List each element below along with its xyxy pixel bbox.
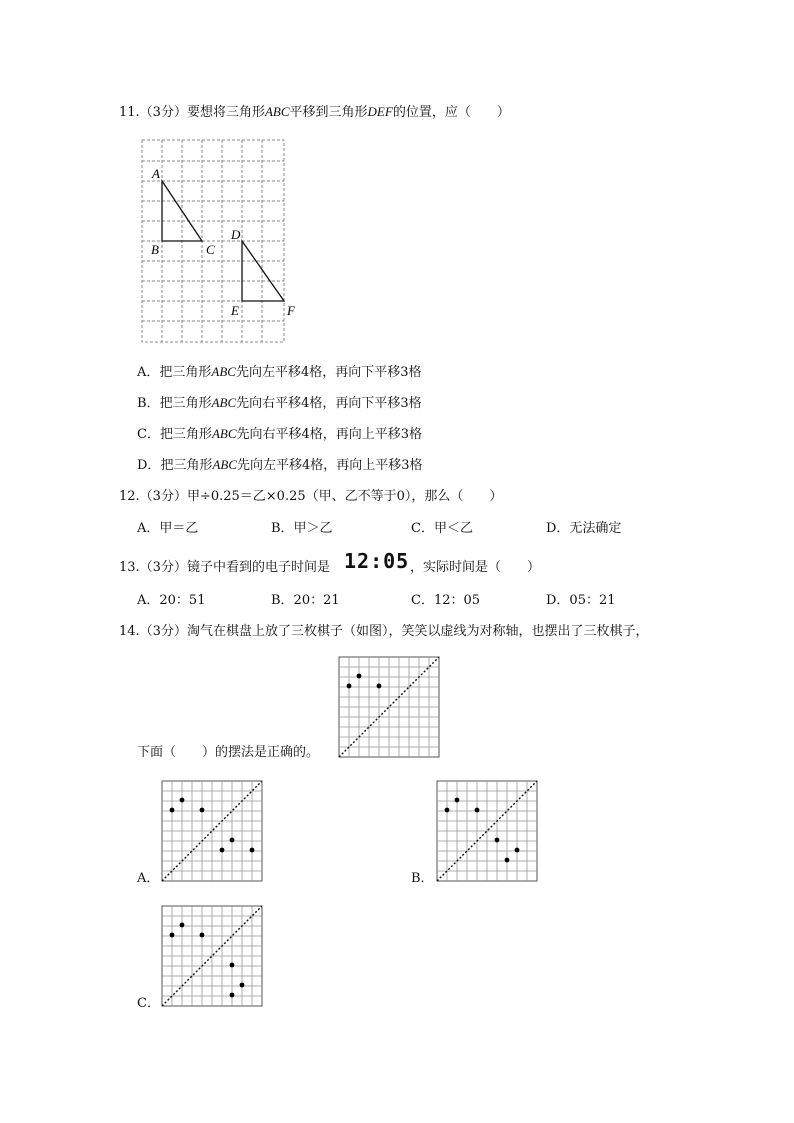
q11-option-a[interactable] xyxy=(137,364,422,381)
chess-piece xyxy=(455,798,460,803)
chess-piece xyxy=(240,983,245,988)
chess-piece xyxy=(170,933,175,938)
chess-piece xyxy=(230,993,235,998)
option-letter: C． xyxy=(137,427,160,442)
chess-piece xyxy=(170,808,175,813)
label-f: F xyxy=(287,303,295,318)
option-letter: D． xyxy=(137,458,161,473)
chess-piece xyxy=(180,923,185,928)
option-text: 先向右平移4格，再向上平移3格 xyxy=(236,427,423,442)
option-letter: A． xyxy=(137,365,160,380)
chess-piece xyxy=(200,933,205,938)
option-text: 先向右平移4格，再向下平移3格 xyxy=(236,396,422,411)
option-text: 把三角形 xyxy=(159,427,212,442)
chess-piece xyxy=(200,808,205,813)
label-c: C xyxy=(206,242,215,257)
option-abc: ABC xyxy=(211,426,237,441)
q14-option-b-label[interactable]: B． xyxy=(411,871,434,886)
chess-piece xyxy=(505,858,510,863)
q11-stem-suffix: 的位置，应（ ） xyxy=(392,105,510,120)
q11-def: DEF xyxy=(367,104,393,119)
q13-option-b[interactable]: B．20：21 xyxy=(271,593,340,608)
option-letter: B． xyxy=(137,396,160,411)
label-d: D xyxy=(231,227,241,242)
q13-stem-prefix: 13.（3分）镜子中看到的电子时间是 xyxy=(119,560,330,575)
q11-stem xyxy=(119,104,510,121)
option-abc: ABC xyxy=(211,395,237,410)
q11-abc: ABC xyxy=(264,104,290,119)
chess-piece xyxy=(377,684,382,689)
q12-option-c[interactable]: C．甲＜乙 xyxy=(411,521,473,536)
q11-option-b[interactable] xyxy=(137,395,422,412)
q13-option-d[interactable]: D．05：21 xyxy=(546,593,616,608)
label-a: A xyxy=(152,166,160,181)
q11-grid-figure xyxy=(135,132,295,352)
q14-option-c-label[interactable]: C． xyxy=(137,996,160,1011)
q14-stem: 14.（3分）淘气在棋盘上放了三枚棋子（如图），笑笑以虚线为对称轴，也摆出了三枚棋子， xyxy=(119,624,649,639)
q12-option-a[interactable]: A．甲＝乙 xyxy=(137,521,199,536)
chess-piece xyxy=(445,808,450,813)
option-text: 把三角形 xyxy=(159,365,212,380)
triangle-def xyxy=(242,241,284,301)
q14-stem-line2: 下面（ ）的摆法是正确的。 xyxy=(137,745,320,760)
option-text: 把三角形 xyxy=(159,396,212,411)
chess-piece xyxy=(230,838,235,843)
option-text: 先向左平移4格，再向上平移3格 xyxy=(237,458,423,473)
option-text: 先向左平移4格，再向下平移3格 xyxy=(235,365,422,380)
chess-piece xyxy=(230,963,235,968)
q14-option-b-board[interactable] xyxy=(437,781,537,881)
q14-option-a-board[interactable] xyxy=(162,781,262,881)
option-abc: ABC xyxy=(211,364,236,379)
q13-digital-clock: 12:05 xyxy=(344,549,410,573)
q12-option-d[interactable]: D．无法确定 xyxy=(546,521,622,536)
label-e: E xyxy=(231,303,239,318)
q11-option-d[interactable] xyxy=(137,457,423,474)
q11-option-c[interactable] xyxy=(137,426,422,443)
option-text: 把三角形 xyxy=(160,458,213,473)
q14-reference-board xyxy=(339,657,439,757)
chess-piece xyxy=(495,838,500,843)
chess-piece xyxy=(357,674,362,679)
chess-piece xyxy=(250,848,255,853)
q14-option-a-label[interactable]: A． xyxy=(137,871,160,886)
chess-piece xyxy=(347,684,352,689)
option-abc: ABC xyxy=(212,457,238,472)
chess-piece xyxy=(475,808,480,813)
q13-option-a[interactable]: A．20：51 xyxy=(137,593,206,608)
q12-option-b[interactable]: B．甲＞乙 xyxy=(271,521,333,536)
q11-stem-prefix: 11.（3分）要想将三角形 xyxy=(119,105,265,120)
chess-piece xyxy=(220,848,225,853)
chess-piece xyxy=(515,848,520,853)
q12-stem: 12.（3分）甲÷0.25＝乙×0.25（甲、乙不等于0），那么（ ） xyxy=(119,489,503,504)
q13-option-c[interactable]: C．12：05 xyxy=(411,593,481,608)
q14-option-c-board[interactable] xyxy=(162,906,262,1006)
label-b: B xyxy=(151,242,159,257)
chess-piece xyxy=(180,798,185,803)
q11-stem-mid: 平移到三角形 xyxy=(289,105,368,120)
q13-stem-suffix: ，实际时间是（ ） xyxy=(410,560,541,575)
